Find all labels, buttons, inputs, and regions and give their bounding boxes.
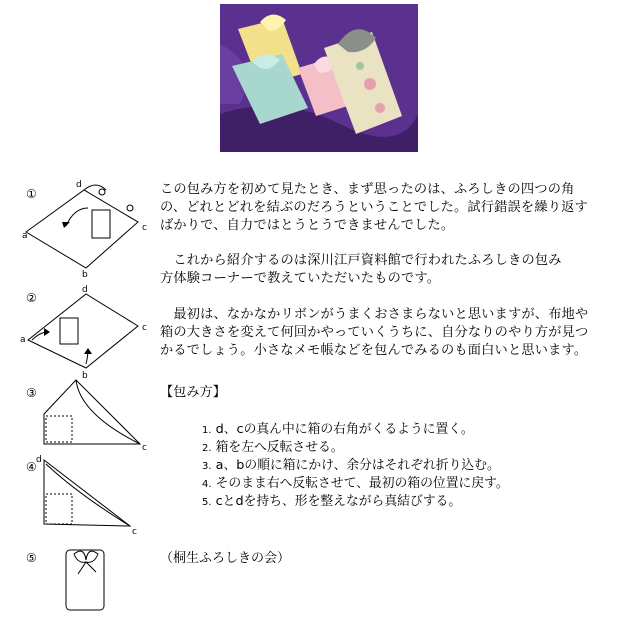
step-marker-4: ④ — [26, 460, 37, 474]
step-2-number: 2. — [202, 443, 212, 454]
intro-paragraph-2 — [160, 252, 630, 288]
fig2-label-d: d — [82, 285, 88, 295]
credit-text: （桐生ふろしきの会） — [160, 551, 291, 566]
intro-p3-line-2: 箱の大きさを変えて何回かやっていくうちに、自分なりのやり方が見つ — [160, 325, 589, 340]
step-3-text: a、bの順に箱にかけ、余分はそれぞれ折り込む。 — [215, 458, 500, 473]
fig1-label-c: c — [142, 223, 147, 233]
step-marker-5: ⑤ — [26, 551, 37, 565]
intro-p1-line-3: ばかりで、自力ではとうとうできませんでした。 — [160, 218, 455, 233]
how-to-step-3 — [202, 457, 509, 475]
step-marker-1: ① — [26, 187, 37, 201]
step-3-number: 3. — [202, 461, 212, 472]
diagram-step-2 — [18, 284, 158, 384]
fig4-label-d: d — [36, 455, 42, 465]
diagram-step-4 — [18, 454, 158, 536]
fig1-label-b: b — [82, 270, 88, 278]
intro-paragraph-3 — [160, 306, 630, 360]
how-to-heading: 【包み方】 — [160, 385, 226, 400]
intro-p3-line-3: かるでしょう。小さなメモ帳などを包んでみるのも面白いと思います。 — [160, 343, 588, 358]
diagram-step-3 — [18, 374, 158, 454]
fig2-label-c: c — [142, 323, 147, 333]
step-1-number: 1. — [202, 425, 212, 436]
intro-paragraph-1 — [160, 181, 630, 235]
intro-p2-line-1: これから紹介するのは深川江戸資料館で行われたふろしきの包み — [160, 253, 562, 268]
fig2-label-a: a — [20, 335, 26, 345]
fig4-label-c: c — [132, 527, 137, 536]
diagram-step-5 — [60, 544, 120, 614]
how-to-step-1 — [202, 421, 509, 439]
step-marker-3: ③ — [26, 386, 37, 400]
step-1-text: d、cの真ん中に箱の右角がくるように置く。 — [215, 422, 474, 437]
how-to-step-5 — [202, 493, 509, 511]
intro-p2-line-2: 方体験コーナーで教えていただいたものです。 — [160, 271, 441, 286]
diagram-step-1 — [18, 178, 158, 278]
how-to-step-2 — [202, 439, 509, 457]
fig3-label-c: c — [142, 443, 147, 453]
furoshiki-wrapped-gifts-photo — [220, 4, 418, 152]
intro-p1-line-2: の、どれとどれを結ぶのだろうということでした。試行錯誤を繰り返す — [160, 200, 588, 215]
fig1-label-a: a — [22, 231, 28, 241]
step-marker-2: ② — [26, 291, 37, 305]
how-to-step-4 — [202, 475, 509, 493]
step-4-number: 4. — [202, 479, 212, 490]
fig2-label-b: b — [82, 371, 88, 381]
step-5-number: 5. — [202, 497, 212, 508]
fig1-label-d: d — [76, 180, 82, 190]
step-5-text: cとdを持ち、形を整えながら真結びする。 — [215, 494, 462, 509]
step-4-text: そのまま右へ反転させて、最初の箱の位置に戻す。 — [215, 476, 509, 491]
intro-p1-line-1: この包み方を初めて見たとき、まず思ったのは、ふろしきの四つの角 — [160, 182, 575, 197]
intro-p3-line-1: 最初は、なかなかリボンがうまくおさまらないと思いますが、布地や — [160, 307, 589, 322]
step-2-text: 箱を左へ反転させる。 — [215, 440, 344, 455]
how-to-steps — [202, 421, 509, 511]
